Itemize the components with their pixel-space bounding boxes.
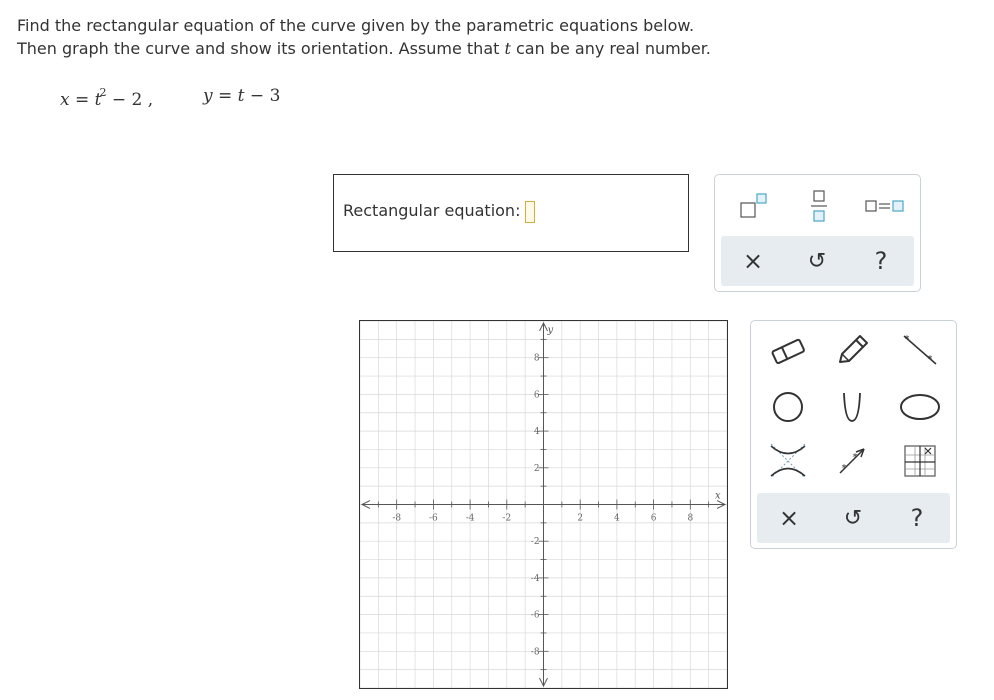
circle-icon [770,389,806,425]
math-undo-icon: ↺ [807,248,827,274]
hyperbola-icon [768,441,808,481]
svg-text:*: * [841,463,847,474]
x-tick-label: 8 [687,513,694,524]
x-tick-label: 2 [577,513,584,524]
math-palette [714,174,921,292]
fraction-template-button[interactable] [799,187,839,225]
coordinate-graph[interactable] [359,320,728,689]
prompt-line-2-start: Then graph the curve and show its orientation. Assume that [17,39,505,58]
x-axis-label: x [715,490,721,502]
ray-icon [834,443,870,479]
y-tick-label: 4 [533,427,540,438]
math-clear-button[interactable] [733,244,773,278]
superscript-template-icon [738,191,772,221]
tick-labels [392,354,693,658]
ellipse-tool-button[interactable] [893,385,947,429]
equation-y-rest: − 3 [244,86,281,106]
math-clear-icon: × [742,247,764,275]
equation-x-exponent: 2 [99,86,107,99]
equation-x-lhs: x [60,90,70,110]
graph-undo-icon: ↺ [843,505,863,531]
line-icon [900,332,940,368]
x-tick-label: -6 [429,513,438,524]
equation-x-var: t [94,90,102,110]
eraser-tool-button[interactable] [765,331,811,371]
math-palette-action-bar [721,236,914,286]
pencil-icon [832,332,872,368]
equation-y-var: t [237,86,245,106]
table-tool-button[interactable] [897,439,943,483]
x-tick-label: -2 [502,513,512,524]
equation-y-lhs: y [203,86,213,106]
fraction-template-icon [807,188,831,224]
axes [362,323,725,686]
graph-clear-icon: × [778,504,800,532]
eraser-icon [768,335,808,367]
svg-text:*: * [927,354,933,365]
y-tick-label: -4 [530,573,540,584]
prompt-variable-t: t [504,39,511,58]
math-undo-button[interactable] [797,244,837,278]
y-tick-label: -6 [530,610,540,621]
ellipse-icon [898,391,942,423]
y-tick-label: -2 [530,537,540,548]
x-tick-label: -8 [392,513,402,524]
x-tick-label: 6 [650,513,657,524]
equation-y: y = t − 3 [203,86,281,106]
answer-label: Rectangular equation: [343,201,521,220]
circle-tool-button[interactable] [765,385,811,429]
graph-undo-button[interactable] [833,501,873,535]
graph-help-icon: ? [910,504,924,532]
equation-template-icon [863,196,907,216]
x-tick-label: -4 [465,513,475,524]
answer-box [333,174,689,252]
prompt-line-1: Find the rectangular equation of the curve given by the parametric equations below. [17,16,695,35]
y-tick-label: 8 [533,353,540,364]
y-tick-label: 6 [533,390,540,401]
svg-text:*: * [904,334,910,345]
graph-palette-action-bar [757,493,950,543]
line-tool-button[interactable] [893,329,947,371]
prompt-line-2-end: can be any real number. [510,39,711,58]
equation-x-rest: − 2 , [106,90,154,110]
equation-x: $x = t^2 - 2$ , [60,86,154,110]
graph-clear-button[interactable] [769,501,809,535]
ray-tool-button[interactable] [829,439,875,483]
equation-template-button[interactable] [861,189,909,223]
math-help-button[interactable] [861,244,901,278]
superscript-template-button[interactable] [735,189,775,223]
hyperbola-tool-button[interactable] [765,439,811,483]
y-axis-label: y [547,324,554,336]
pencil-tool-button[interactable] [829,329,875,371]
graph-tool-palette [750,320,957,549]
table-icon [903,444,937,478]
math-help-icon: ? [874,247,888,275]
y-tick-label: -8 [530,647,540,658]
graph-help-button[interactable] [897,501,937,535]
prompt-line-2 [17,37,711,60]
rectangular-equation-input[interactable] [525,201,535,223]
parabola-icon [837,389,867,425]
y-tick-label: 2 [533,463,540,474]
parabola-tool-button[interactable] [829,385,875,429]
svg-text:*: * [852,452,858,463]
problem-prompt [17,14,711,60]
x-tick-label: 4 [614,513,620,524]
